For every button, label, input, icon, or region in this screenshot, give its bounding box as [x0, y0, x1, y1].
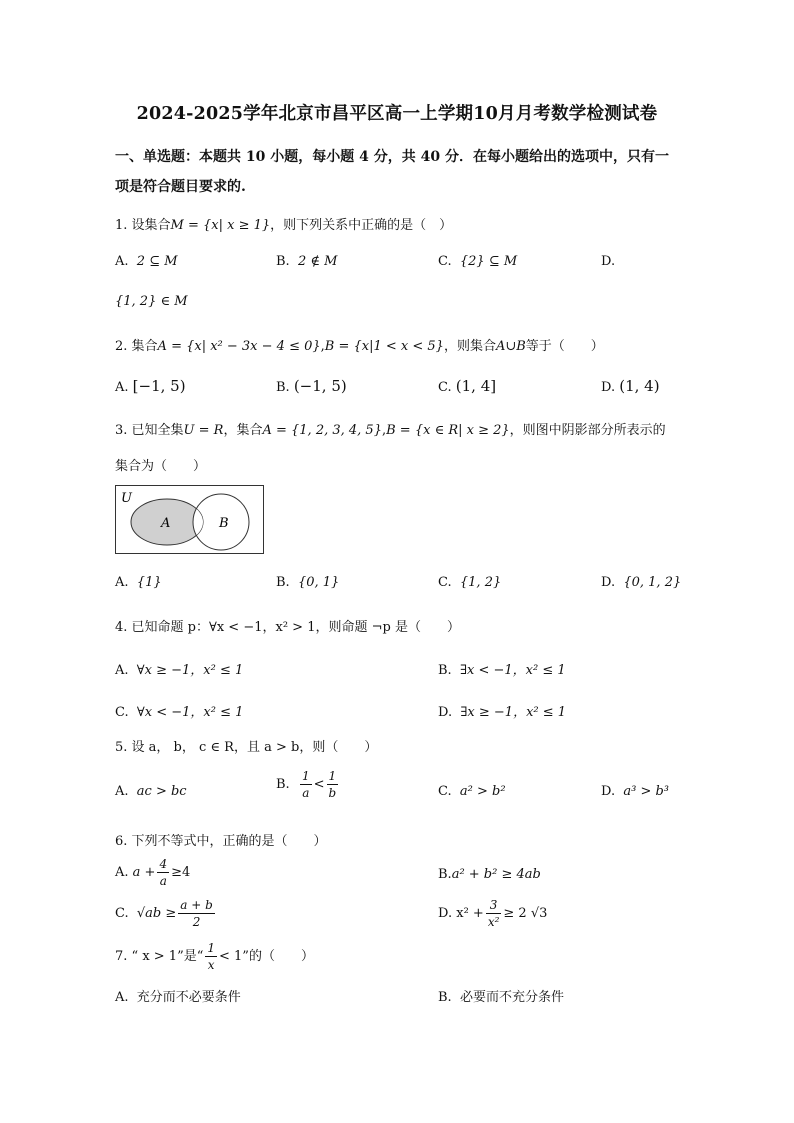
option-label: C.: [115, 906, 129, 921]
q1-option-d-text[interactable]: [115, 294, 188, 309]
q2-union: A∪B: [495, 339, 526, 354]
option-label: D.: [601, 784, 616, 799]
q1-option-b[interactable]: [276, 254, 337, 269]
q5-option-a[interactable]: [115, 784, 187, 799]
section-heading-line2: 项是符合题目要求的.: [115, 179, 246, 195]
option-text: ∃x ≥ −1，x² ≤ 1: [460, 705, 567, 720]
venn-label-a: A: [161, 516, 171, 531]
venn-label-u: U: [121, 491, 132, 506]
denominator: x²: [487, 915, 500, 929]
q5-option-b[interactable]: [276, 770, 340, 799]
option-text: {0, 1}: [297, 575, 340, 590]
denominator: 2: [192, 915, 201, 929]
option-label: B.: [438, 990, 452, 1005]
option-text: (1, 4]: [455, 377, 497, 395]
option-label: D.: [601, 575, 616, 590]
q2-set-b: B = {x|1 < x < 5}: [324, 339, 444, 354]
option-text: 充分而不必要条件: [136, 990, 241, 1005]
denominator: x: [207, 958, 215, 972]
q3-mid: ，集合: [223, 423, 263, 438]
option-label: C.: [438, 575, 452, 590]
q2-option-c[interactable]: [438, 377, 496, 395]
numerator: 4: [159, 857, 168, 871]
option-text: ∀x ≥ −1，x² ≤ 1: [136, 663, 244, 678]
option-label: D.: [601, 254, 616, 269]
q2-mid: ，则集合: [443, 339, 496, 354]
q1-prefix: 1. 设集合: [115, 218, 171, 233]
option-label: A.: [115, 990, 129, 1005]
numerator: 1: [207, 941, 216, 955]
q2-option-b[interactable]: [276, 377, 347, 395]
q4-option-c[interactable]: [115, 701, 243, 720]
q3-option-a[interactable]: [115, 575, 162, 590]
venn-label-b: B: [219, 516, 229, 531]
option-label: A.: [115, 663, 129, 678]
option-text: {0, 1, 2}: [623, 575, 682, 590]
denominator: a: [302, 786, 310, 800]
section-heading-line1: 一、单选题：本题共 10 小题，每小题 4 分，共 40 分．在每小题给出的选项中，只有一: [115, 149, 669, 165]
q1-suffix: ，则下列关系中正确的是（ ）: [270, 218, 453, 233]
option-text: [−1, 5): [132, 377, 186, 395]
option-text: a³ > b³: [623, 784, 670, 799]
option-label: B.: [276, 380, 290, 395]
option-text: a² > b²: [459, 784, 506, 799]
option-label: D.: [438, 705, 453, 720]
option-text: a² + b² ≥ 4ab: [451, 867, 541, 882]
option-label: B.: [438, 867, 452, 882]
expr-suffix: ≥ 2 √3: [503, 906, 548, 921]
option-label: A.: [115, 380, 129, 395]
q6-option-b[interactable]: [438, 867, 541, 882]
option-label: D.: [601, 380, 616, 395]
option-text: {1}: [136, 575, 162, 590]
expr-prefix: a +: [132, 865, 156, 880]
question-3-stem: 3. 已知全集U = R，集合A = {1, 2, 3, 4, 5},B = {x ∈ R| x ≥ 2}，则图中阴影部分所表示的: [115, 423, 666, 438]
q3-set-b: B = {x ∈ R| x ≥ 2}: [386, 423, 510, 438]
numerator: a + b: [180, 898, 213, 912]
q3-option-c[interactable]: [438, 575, 501, 590]
q2-prefix: 2. 集合: [115, 339, 158, 354]
expr-suffix: ≥4: [171, 865, 191, 880]
q1-option-d[interactable]: [601, 254, 615, 269]
q5-option-c[interactable]: [438, 784, 506, 799]
numerator: 1: [327, 770, 339, 785]
option-label: A.: [115, 575, 129, 590]
question-5-stem: 5. 设 a， b， c ∈ R，且 a > b，则（ ）: [115, 740, 378, 755]
relation: <: [313, 777, 325, 792]
q7-prefix: 7. “ x > 1”是“: [115, 949, 204, 964]
q4-option-d[interactable]: [438, 701, 566, 720]
q6-option-a[interactable]: [115, 858, 190, 887]
option-text: ac > bc: [136, 784, 187, 799]
option-text: (1, 4): [619, 377, 660, 395]
q3-suffix: ，则图中阴影部分所表示的: [509, 423, 666, 438]
question-7-stem: [115, 942, 314, 971]
numerator: 3: [486, 899, 502, 914]
expr-prefix: x² +: [456, 906, 484, 921]
q2-set-a: A = {x| x² − 3x − 4 ≤ 0}: [157, 339, 321, 354]
option-label: A.: [115, 784, 129, 799]
option-label: B.: [276, 777, 290, 792]
option-text: 2 ⊆ M: [136, 254, 178, 269]
question-4-stem: 4. 已知命题 p：∀x < −1，x² > 1，则命题 ¬p 是（ ）: [115, 620, 460, 635]
q1-set: M = {x| x ≥ 1}: [170, 218, 271, 233]
q1-option-c[interactable]: [438, 254, 517, 269]
denominator: a: [159, 874, 167, 888]
option-label: A.: [115, 254, 129, 269]
q7-option-a[interactable]: [115, 986, 241, 1005]
q4-option-a[interactable]: [115, 659, 243, 678]
q2-option-d[interactable]: [601, 377, 660, 395]
q3-option-b[interactable]: [276, 575, 339, 590]
option-text: {1, 2} ∈ M: [115, 294, 188, 309]
fraction-a-plus-b-over-2: [178, 899, 215, 928]
option-label: C.: [438, 784, 452, 799]
option-label: D.: [438, 906, 453, 921]
question-1-stem: [115, 214, 452, 233]
option-text: 2 ∉ M: [297, 254, 338, 269]
option-label: C.: [115, 705, 129, 720]
option-text: (−1, 5): [293, 377, 347, 395]
q2-option-a[interactable]: [115, 377, 186, 395]
question-3-stem-line2: 集合为（ ）: [115, 459, 207, 474]
q6-option-c[interactable]: [115, 899, 217, 928]
option-label: A.: [115, 865, 129, 880]
q3-universe: U = R: [183, 423, 224, 438]
q2-suffix: 等于（ ）: [525, 339, 604, 354]
question-2-stem: 2. 集合A = {x| x² − 3x − 4 ≤ 0},B = {x|1 < x < 5}，则集合A∪B等于（ ）: [115, 339, 604, 354]
q7-option-b[interactable]: [438, 986, 564, 1005]
fraction-1-over-x: [205, 942, 217, 971]
fraction-1-over-b: [327, 770, 339, 799]
q3-option-d[interactable]: [601, 575, 681, 590]
option-label: C.: [438, 380, 452, 395]
q1-option-a[interactable]: [115, 254, 178, 269]
option-label: C.: [438, 254, 452, 269]
q7-suffix: < 1”的（ ）: [219, 949, 314, 964]
q3-prefix: 3. 已知全集: [115, 423, 184, 438]
page-title: 2024-2025学年北京市昌平区高一上学期10月月考数学检测试卷: [136, 104, 658, 124]
option-label: B.: [276, 254, 290, 269]
option-text: {2} ⊆ M: [459, 254, 518, 269]
q3-set-a: A = {1, 2, 3, 4, 5}: [262, 423, 382, 438]
option-text: ∃x < −1，x² ≤ 1: [459, 663, 566, 678]
fraction-4-over-a: [157, 858, 169, 887]
fraction-1-over-a: [300, 770, 312, 799]
numerator: 1: [301, 769, 310, 783]
venn-diagram: [115, 485, 265, 557]
question-6-stem: 6. 下列不等式中，正确的是（ ）: [115, 834, 327, 849]
option-text: ∀x < −1，x² ≤ 1: [136, 705, 244, 720]
q4-option-b[interactable]: [438, 659, 566, 678]
option-text: 必要而不充分条件: [459, 990, 564, 1005]
q6-option-d[interactable]: [438, 899, 547, 928]
expr-prefix: √ab ≥: [136, 906, 177, 921]
option-label: B.: [276, 575, 290, 590]
q5-option-d[interactable]: [601, 784, 669, 799]
denominator: b: [328, 786, 337, 800]
fraction-3-over-x2: [486, 899, 502, 928]
option-label: B.: [438, 663, 452, 678]
option-text: {1, 2}: [459, 575, 502, 590]
